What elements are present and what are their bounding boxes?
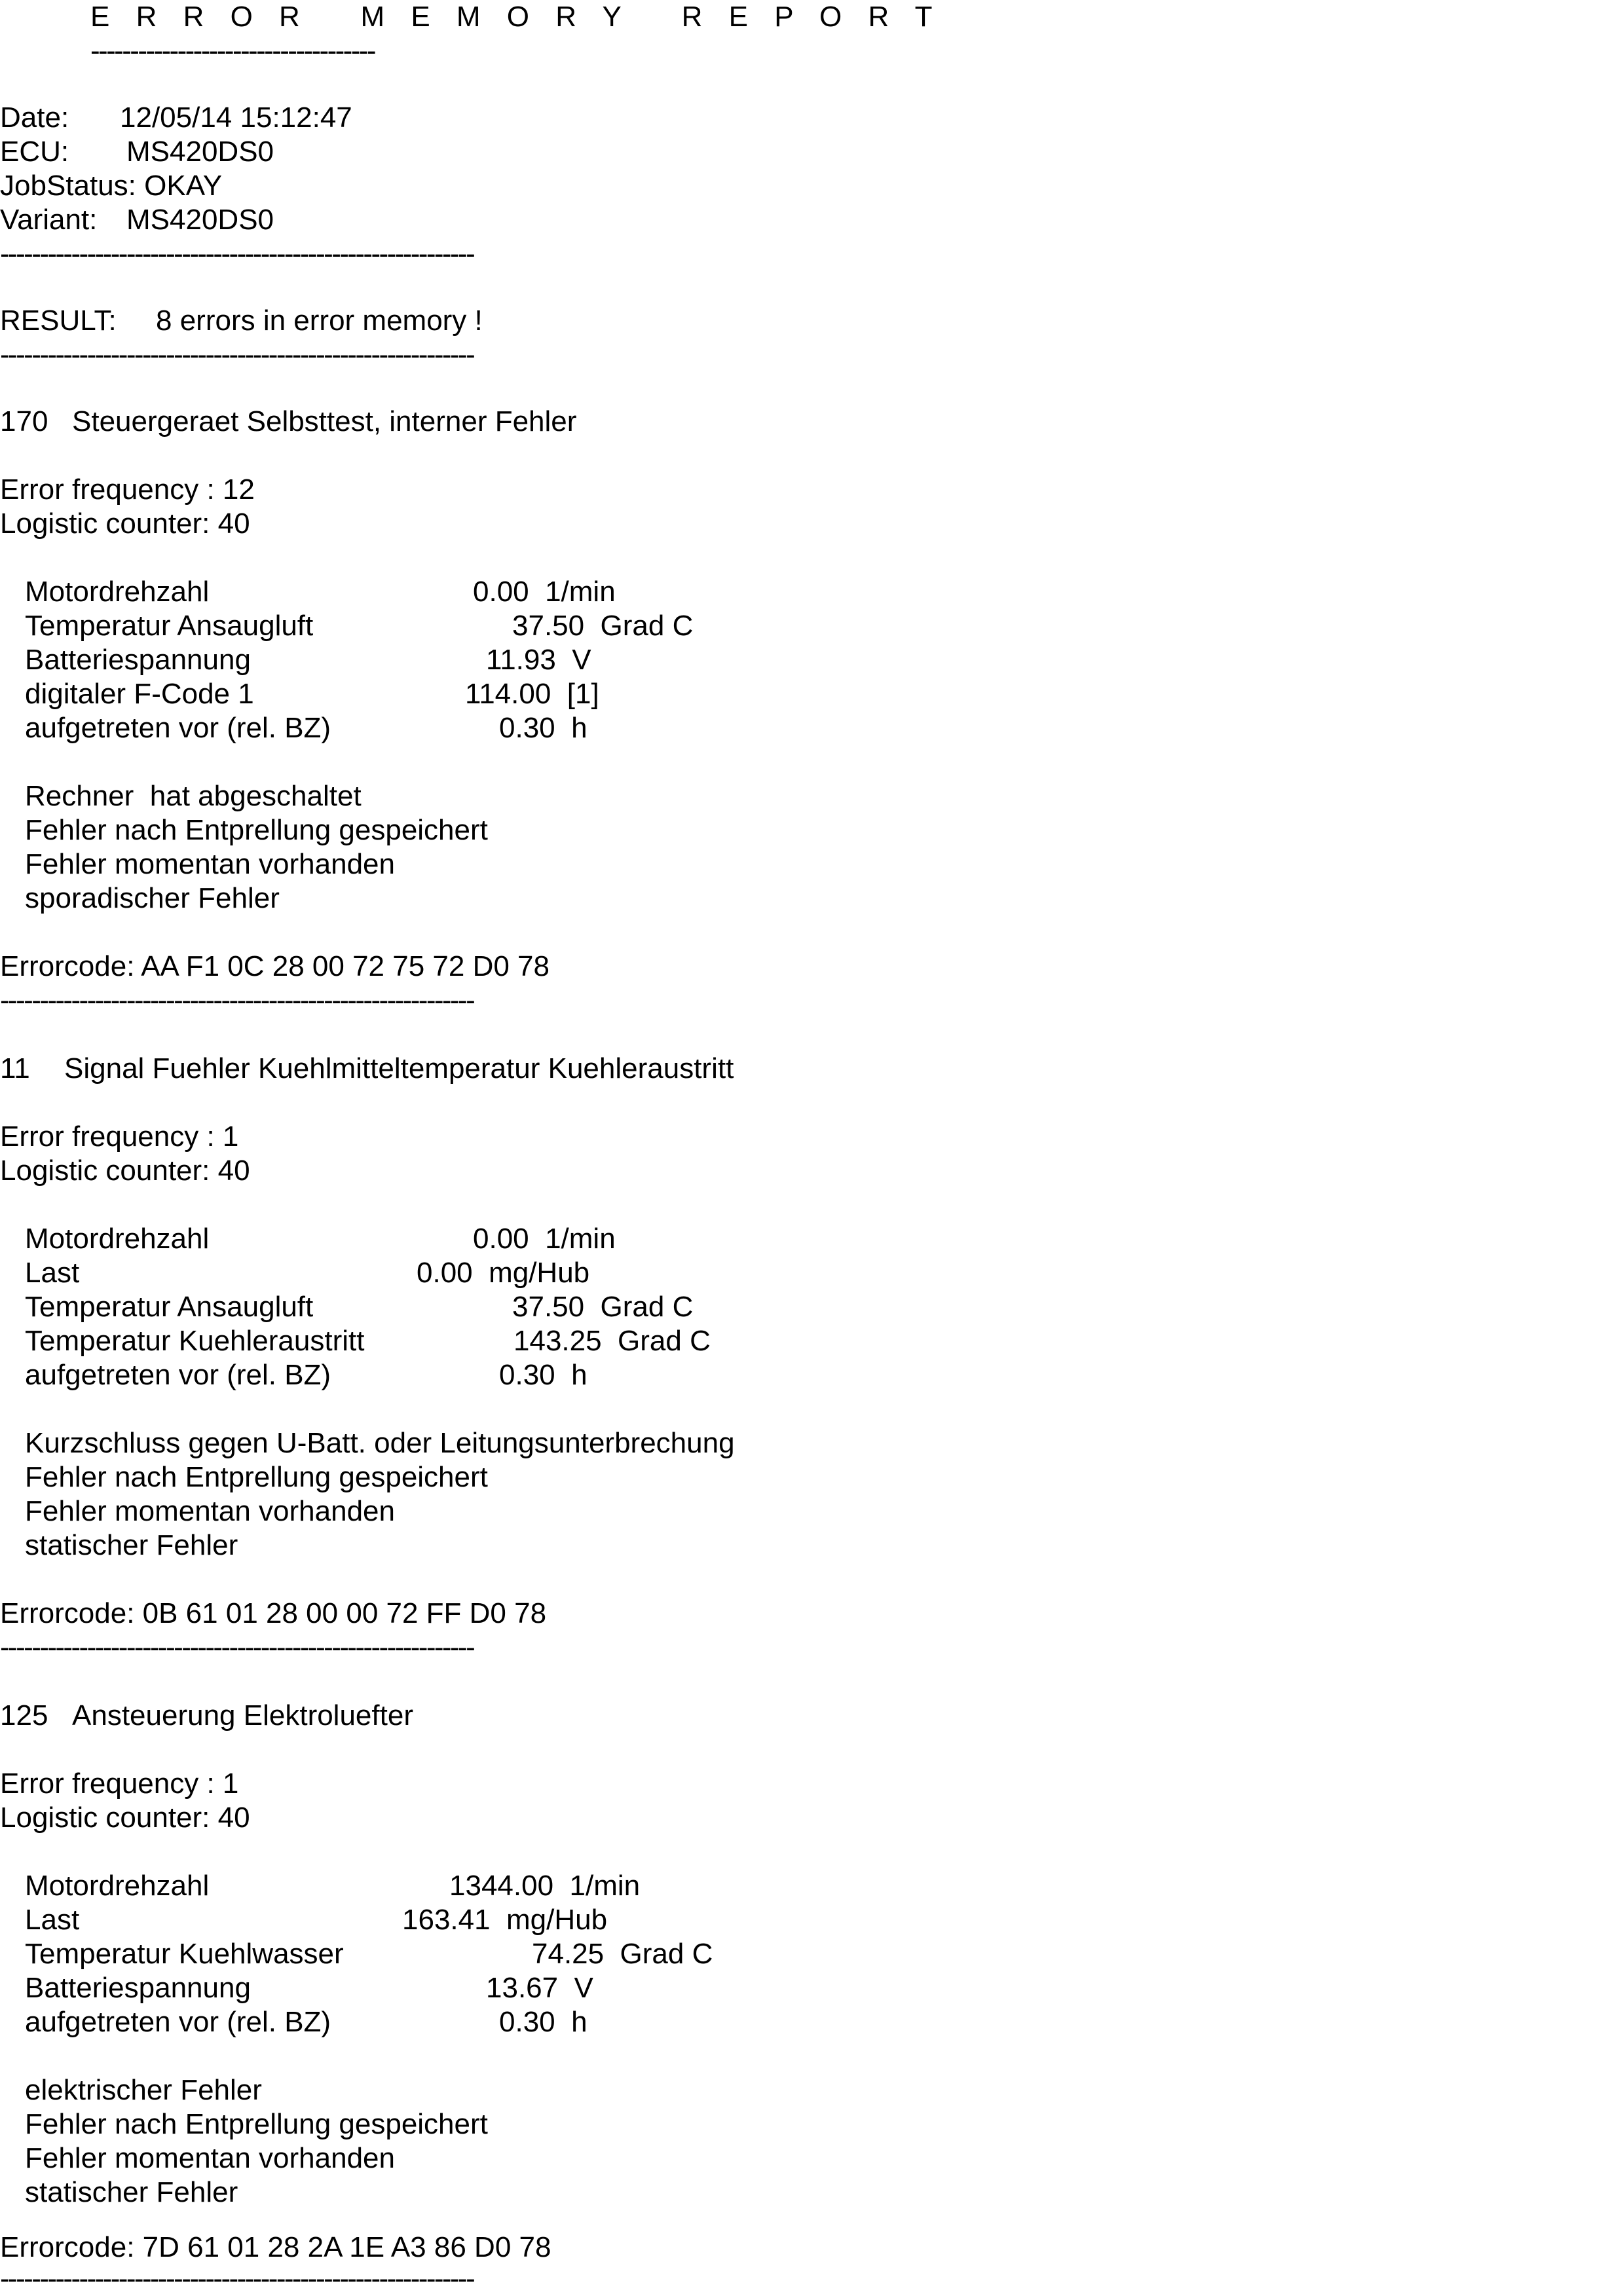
date-value: 12/05/14 15:12:47 — [120, 102, 352, 134]
error-name: Steuergeraet Selbsttest, interner Fehler — [72, 405, 577, 437]
param-value: 1344.00 1/min — [449, 1870, 641, 1902]
param-value: 74.25 Grad C — [532, 1938, 713, 1970]
param-label: Batteriespannung — [25, 1972, 251, 2004]
error-note: Fehler nach Entprellung gespeichert — [25, 1461, 488, 1493]
divider: ------------------------------------------------------------ — [0, 1631, 474, 1663]
error-name: Ansteuerung Elektroluefter — [72, 1699, 413, 1731]
error-note: sporadischer Fehler — [25, 882, 280, 914]
error-note: Rechner hat abgeschaltet — [25, 780, 362, 812]
error-frequency: Error frequency : 1 — [0, 1120, 239, 1153]
param-label: Temperatur Ansaugluft — [25, 610, 314, 642]
error-code-number: 125 — [0, 1699, 48, 1731]
param-label: Last — [25, 1904, 80, 1936]
param-value: 114.00 [1] — [465, 678, 599, 710]
report-title: E R R O R M E M O R Y R E P O R T — [90, 1, 942, 33]
error-note: Fehler nach Entprellung gespeichert — [25, 2108, 488, 2140]
error-note: statischer Fehler — [25, 2176, 238, 2208]
error-frequency: Error frequency : 12 — [0, 473, 255, 506]
param-label: Temperatur Kuehlwasser — [25, 1938, 344, 1970]
param-value: 143.25 Grad C — [513, 1325, 711, 1357]
param-label: Motordrehzahl — [25, 576, 210, 608]
param-label: Temperatur Ansaugluft — [25, 1291, 314, 1323]
param-value: 0.30 h — [499, 2006, 588, 2038]
param-value: 0.00 1/min — [473, 576, 616, 608]
result-value: 8 errors in error memory ! — [156, 305, 483, 337]
param-label: Motordrehzahl — [25, 1223, 210, 1255]
logistic-counter: Logistic counter: 40 — [0, 508, 250, 540]
param-label: aufgetreten vor (rel. BZ) — [25, 2006, 331, 2038]
param-label: aufgetreten vor (rel. BZ) — [25, 1359, 331, 1391]
param-value: 11.93 V — [486, 644, 591, 676]
param-label: Batteriespannung — [25, 644, 251, 676]
param-value: 37.50 Grad C — [512, 610, 694, 642]
param-label: digitaler F-Code 1 — [25, 678, 254, 710]
date-label: Date: — [0, 102, 69, 134]
param-value: 0.00 mg/Hub — [417, 1257, 590, 1289]
variant-label: Variant: — [0, 204, 98, 236]
error-note: Fehler momentan vorhanden — [25, 2142, 395, 2174]
errorcode-hex: Errorcode: 7D 61 01 28 2A 1E A3 86 D0 78 — [0, 2231, 551, 2263]
divider: ------------------------------------------------------------ — [0, 2263, 474, 2295]
param-label: Last — [25, 1257, 80, 1289]
param-value: 0.30 h — [499, 712, 588, 744]
ecu-label: ECU: — [0, 136, 69, 168]
divider: ------------------------------------------------------------ — [0, 339, 474, 371]
param-value: 13.67 V — [486, 1972, 593, 2004]
error-name: Signal Fuehler Kuehlmitteltemperatur Kuehleraustritt — [64, 1052, 734, 1084]
error-note: Fehler nach Entprellung gespeichert — [25, 814, 488, 846]
divider: ------------------------------------------------------------ — [0, 238, 474, 270]
param-label: Motordrehzahl — [25, 1870, 210, 1902]
divider: ------------------------------------------------------------ — [0, 984, 474, 1016]
result-label: RESULT: — [0, 305, 117, 337]
error-note: Fehler momentan vorhanden — [25, 848, 395, 880]
error-frequency: Error frequency : 1 — [0, 1768, 239, 1800]
title-underline: ------------------------------------ — [90, 35, 375, 67]
logistic-counter: Logistic counter: 40 — [0, 1155, 250, 1187]
error-note: elektrischer Fehler — [25, 2074, 262, 2106]
errorcode-hex: Errorcode: 0B 61 01 28 00 00 72 FF D0 78 — [0, 1597, 547, 1629]
logistic-counter: Logistic counter: 40 — [0, 1802, 250, 1834]
param-value: 37.50 Grad C — [512, 1291, 694, 1323]
error-note: Fehler momentan vorhanden — [25, 1495, 395, 1527]
param-value: 0.00 1/min — [473, 1223, 616, 1255]
param-label: Temperatur Kuehleraustritt — [25, 1325, 365, 1357]
job-status: JobStatus: OKAY — [0, 170, 223, 202]
param-label: aufgetreten vor (rel. BZ) — [25, 712, 331, 744]
ecu-value: MS420DS0 — [126, 136, 274, 168]
error-code-number: 170 — [0, 405, 48, 437]
error-code-number: 11 — [0, 1052, 30, 1084]
error-note: Kurzschluss gegen U-Batt. oder Leitungsunterbrechung — [25, 1427, 735, 1459]
errorcode-hex: Errorcode: AA F1 0C 28 00 72 75 72 D0 78 — [0, 950, 550, 982]
error-note: statischer Fehler — [25, 1529, 238, 1561]
param-value: 163.41 mg/Hub — [402, 1904, 608, 1936]
variant-value: MS420DS0 — [126, 204, 274, 236]
param-value: 0.30 h — [499, 1359, 588, 1391]
